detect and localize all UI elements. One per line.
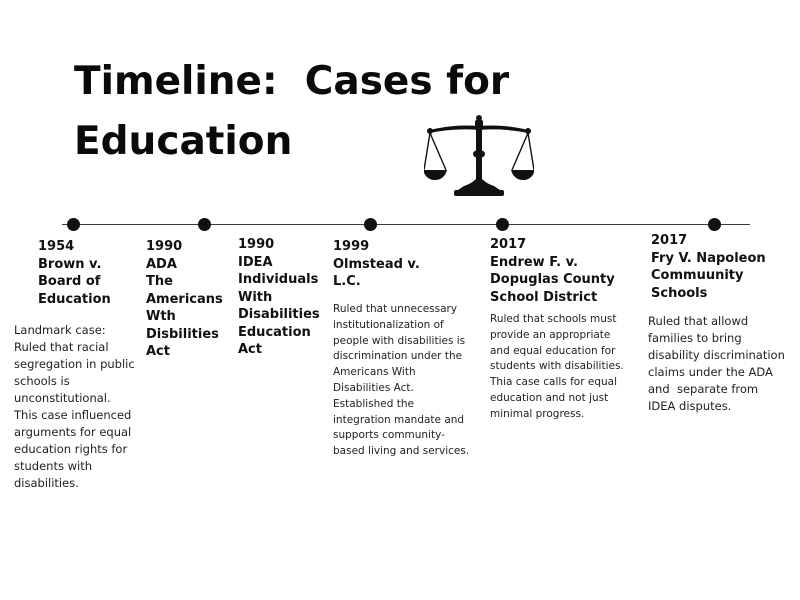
timeline-marker-2017-endrew (496, 218, 509, 231)
event-heading-olmstead: 1999 Olmstead v. L.C. (333, 239, 420, 289)
timeline-marker-1999 (364, 218, 377, 231)
timeline-marker-2017-fry (708, 218, 721, 231)
event-heading-ada: 1990 ADA The Americans Wth Disbilities Act (146, 239, 223, 359)
event-description-endrew: Ruled that schools must provide an appropriate and equal education for students with disabilities. Thia case calls for equal education and not just minimal progress. (490, 313, 624, 420)
page-title: Timeline: Cases for Education (74, 59, 510, 164)
event-heading-endrew: 2017 Endrew F. v. Dopuglas County School District (490, 237, 615, 305)
event-heading-fry: 2017 Fry V. Napoleon Commuunity Schools (651, 233, 766, 301)
timeline-marker-1990-ada (198, 218, 211, 231)
scales-of-justice-icon (424, 114, 534, 198)
timeline-marker-1954 (67, 218, 80, 231)
event-heading-brown: 1954 Brown v. Board of Education (38, 239, 111, 307)
timeline-axis (62, 224, 750, 225)
event-description-brown: Landmark case: Ruled that racial segregation in public schools is unconstitutional. This case influenced arguments for equal education rights for students with disabilities. (14, 323, 135, 490)
event-description-fry: Ruled that allowd families to bring disability discrimination claims under the ADA and separate from IDEA disputes. (648, 314, 785, 413)
event-heading-idea: 1990 IDEA Individuals With Disabilities Education Act (238, 237, 320, 357)
event-description-olmstead: Ruled that unnecessary institutionalization of people with disabilities is discrimination under the Americans With Disabilities Act. Established the integration mandate and supports community- based living and services. (333, 303, 470, 458)
